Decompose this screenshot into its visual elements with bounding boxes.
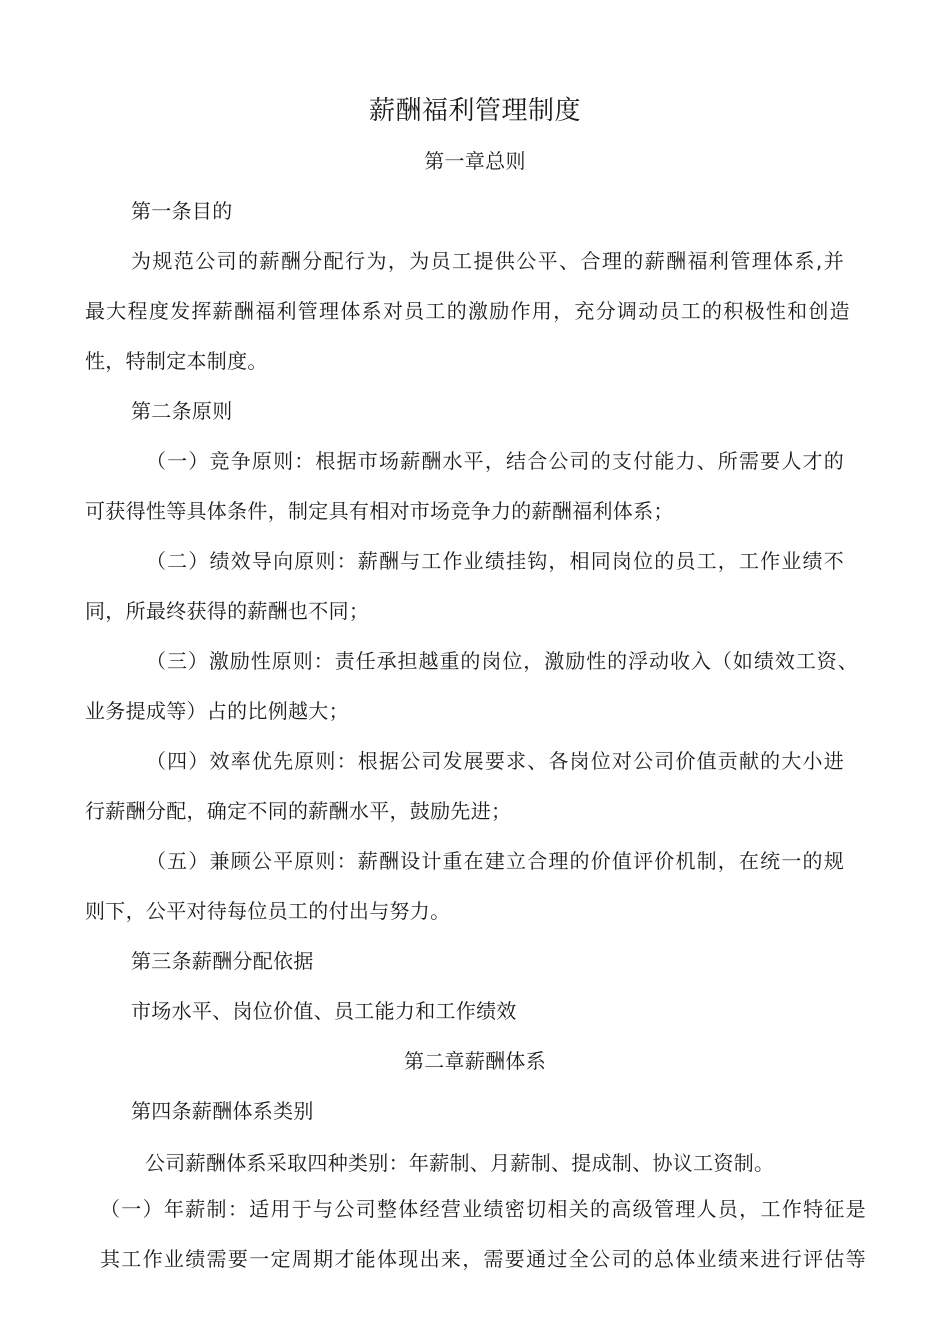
article-heading: 第四条薪酬体系类别 (131, 1099, 314, 1123)
paragraph-line: 行薪酬分配，确定不同的薪酬水平，鼓励先进； (85, 799, 512, 823)
paragraph-line: 为规范公司的薪酬分配行为，为员工提供公平、合理的薪酬福利管理体系,并 (131, 249, 844, 273)
paragraph-line: （三）激励性原则：责任承担越重的岗位，激励性的浮动收入（如绩效工资、 (146, 649, 858, 673)
paragraph-line: 同，所最终获得的薪酬也不同； (85, 599, 370, 623)
paragraph-line: （一）竞争原则：根据市场薪酬水平，结合公司的支付能力、所需要人才的 (146, 449, 844, 473)
paragraph-line: 最大程度发挥薪酬福利管理体系对员工的激励作用，充分调动员工的积极性和创造 (85, 299, 850, 323)
paragraph-line: （五）兼顾公平原则：薪酬设计重在建立合理的价值评价机制，在统一的规 (146, 849, 844, 873)
article-heading: 第一条目的 (131, 199, 233, 223)
paragraph-line: （一）年薪制：适用于与公司整体经营业绩密切相关的高级管理人员，工作特征是 (100, 1197, 866, 1221)
article-heading: 第二条原则 (131, 399, 233, 423)
paragraph-line: （二）绩效导向原则：薪酬与工作业绩挂钩，相同岗位的员工，工作业绩不 (146, 549, 844, 573)
chapter-heading: 第二章薪酬体系 (403, 1049, 547, 1073)
paragraph-line: 可获得性等具体条件，制定具有相对市场竞争力的薪酬福利体系； (85, 499, 674, 523)
paragraph-line: （四）效率优先原则：根据公司发展要求、各岗位对公司价值贡献的大小进 (146, 749, 844, 773)
paragraph-line: 业务提成等）占的比例越大； (85, 699, 349, 723)
paragraph-line: 公司薪酬体系采取四种类别：年薪制、月薪制、提成制、协议工资制。 (145, 1151, 775, 1175)
chapter-heading: 第一章总则 (424, 149, 526, 173)
document-title: 薪酬福利管理制度 (368, 96, 581, 126)
paragraph-line: 其工作业绩需要一定周期才能体现出来，需要通过全公司的总体业绩来进行评估等 (100, 1247, 866, 1271)
article-heading: 第三条薪酬分配依据 (131, 949, 314, 973)
paragraph-line: 市场水平、岗位价值、员工能力和工作绩效 (131, 999, 517, 1023)
paragraph-line: 则下，公平对待每位员工的付出与努力。 (85, 899, 451, 923)
paragraph-line: 性，特制定本制度。 (85, 349, 268, 373)
